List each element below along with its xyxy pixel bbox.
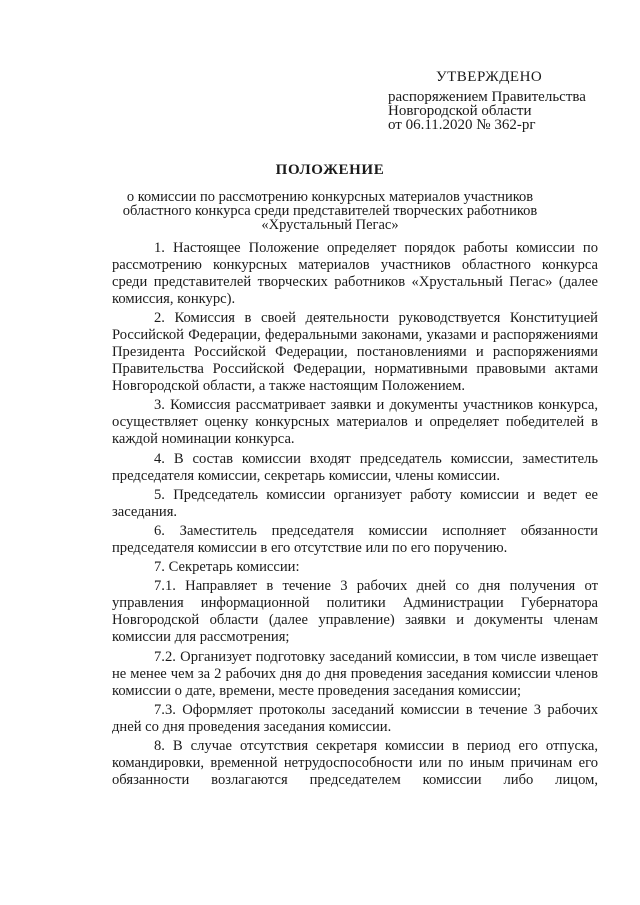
approval-line: распоряжением Правительства [388, 89, 586, 105]
paragraph-7-2: 7.2. Организует подготовку заседаний комиссии, в том числе извещает не менее чем за 2 рабочих дня до дня проведения заседания комиссии членов комиссии о дате, времени, месте проведения заседания комиссии; [112, 648, 598, 699]
approval-stamp [388, 70, 588, 132]
paragraph-7: 7. Секретарь комиссии: [154, 559, 300, 576]
paragraph-4: 4. В состав комиссии входят председатель комиссии, заместитель председателя комиссии, секретарь комиссии, члены комиссии. [112, 450, 598, 484]
approval-line: Новгородской области [388, 103, 532, 119]
subtitle-line: о комиссии по рассмотрению конкурсных материалов участников [126, 189, 534, 205]
paragraph-7-3: 7.3. Оформляет протоколы заседаний комиссии в течение 3 рабочих дней со дня проведения заседания комиссии. [112, 701, 598, 735]
paragraph-7-1: 7.1. Направляет в течение 3 рабочих дней со дня получения от управления информационной политики Администрации Губернатора Новгородской области (далее управление) заявки и документы членам комиссии для рассмотрения; [112, 578, 598, 646]
paragraph-3: 3. Комиссия рассматривает заявки и документы участников конкурса, осуществляет оценку конкурсных материалов и определяет победителей в каждой номинации конкурса. [112, 397, 598, 448]
title-block [100, 162, 560, 232]
approval-heading: УТВЕРЖДЕНО [436, 69, 543, 85]
subtitle-line: областного конкурса среди представителей творческих работников [122, 203, 538, 219]
document-title: ПОЛОЖЕНИЕ [275, 162, 385, 178]
approval-line: от 06.11.2020 № 362-рг [388, 117, 536, 133]
paragraph-8: 8. В случае отсутствия секретаря комиссии в период его отпуска, командировки, временной нетрудоспособности или по иным причинам его обязанности возлагаются председателем комиссии либо лицом, [112, 737, 598, 788]
paragraph-6: 6. Заместитель председателя комиссии исполняет обязанности председателя комиссии в его отсутствие или по его поручению. [112, 522, 598, 556]
paragraph-5: 5. Председатель комиссии организует работу комиссии и ведет ее заседания. [112, 486, 598, 520]
document-body [112, 240, 598, 791]
paragraph-1: 1. Настоящее Положение определяет порядок работы комиссии по рассмотрению конкурсных материалов участников областного конкурса среди представителей творческих работников «Хрустальный Пегас» (далее комиссия, конкурс). [112, 240, 598, 307]
paragraph-2: 2. Комиссия в своей деятельности руководствуется Конституцией Российской Федерации, федеральными законами, указами и распоряжениями Президента Российской Федерации, постановлениями и распоряжениями Правительства Российской Федерации, нормативными правовыми актами Новгородской области, а также настоящим Положением. [112, 310, 598, 395]
subtitle-line: «Хрустальный Пегас» [261, 217, 399, 233]
document-subtitle [100, 190, 560, 232]
